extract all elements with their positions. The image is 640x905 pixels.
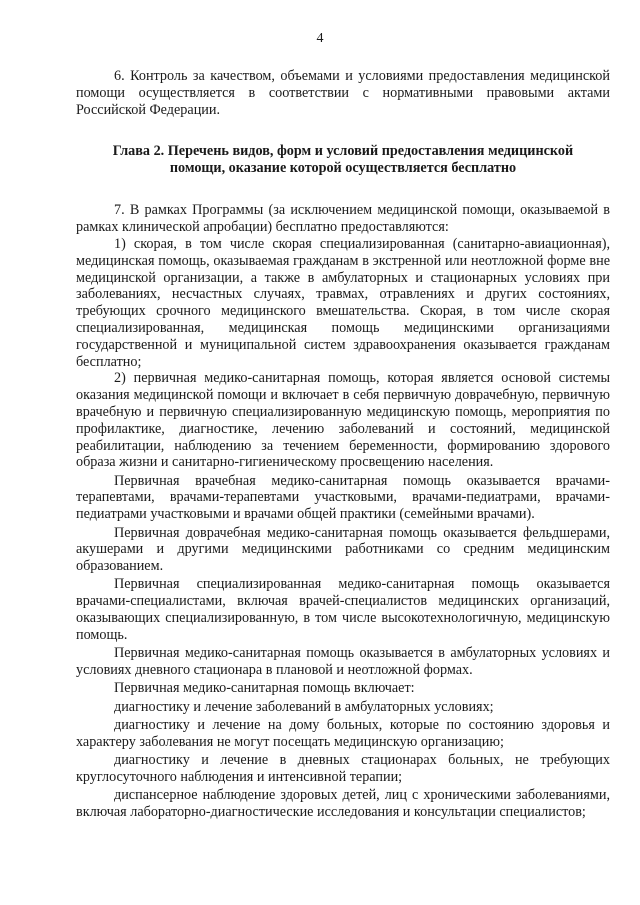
paragraph-primary-physician-care: Первичная врачебная медико-санитарная помощь оказывается врачами-терапевтами, врачами-терапевтами участковыми, врачами-педиатрами, врачами-педиатрами участковыми и врачами общей практики (семейными врачами).: [76, 472, 610, 523]
list-item-dispensary: диспансерное наблюдение здоровых детей, лиц с хроническими заболеваниями, включая лабораторно-диагностические исследования и консультации специалистов;: [76, 786, 610, 820]
paragraph-specialized-care: Первичная специализированная медико-санитарная помощь оказывается врачами-специалистами, включая врачей-специалистов медицинских организаций, оказывающих специализированную, в том числе высокотехнологичную, медицинскую помощь.: [76, 576, 610, 643]
list-item-day-hospital: диагностику и лечение в дневных стационарах больных, не требующих круглосуточного наблюдения и интенсивной терапии;: [76, 751, 610, 785]
paragraph-pre-physician-care: Первичная доврачебная медико-санитарная помощь оказывается фельдшерами, акушерами и другими медицинскими работниками со средним медицинским образованием.: [76, 524, 610, 575]
paragraph-care-includes: Первичная медико-санитарная помощь включает:: [114, 680, 415, 697]
document-body: [76, 68, 610, 821]
list-item-outpatient: диагностику и лечение заболеваний в амбулаторных условиях;: [114, 698, 494, 715]
paragraph-item-1: 1) скорая, в том числе скорая специализированная (санитарно-авиационная), медицинская помощь, оказываемая гражданам в экстренной или неотложной форме вне медицинской организации, а также в амбулаторных и стационарных условиях при заболеваниях, несчастных случаях, травмах, отравлениях и других состояниях, требующих срочного медицинского вмешательства. Скорая, в том числе скорая специализированная, медицинская помощь медицинскими организациями государственной и муниципальной систем здравоохранения оказывается гражданам бесплатно;: [76, 235, 610, 370]
paragraph-6: 6. Контроль за качеством, объемами и условиями предоставления медицинской помощи осуществляется в соответствии с нормативными правовыми актами Российской Федерации.: [76, 68, 610, 118]
chapter-heading: Глава 2. Перечень видов, форм и условий предоставления медицинской помощи, оказание которой осуществляется бесплатно: [112, 143, 574, 177]
paragraph-item-2: 2) первичная медико-санитарная помощь, которая является основой системы оказания медицинской помощи и включает в себя первичную доврачебную, первичную врачебную и первичную специализированную медицинскую помощь, мероприятия по профилактике, диагностике, лечению заболеваний и состояний, медицинской реабилитации, наблюдению за течением беременности, формированию здорового образа жизни и санитарно-гигиеническому просвещению населения.: [76, 370, 610, 471]
paragraph-care-conditions: Первичная медико-санитарная помощь оказывается в амбулаторных условиях и условиях дневного стационара в плановой и неотложной формах.: [76, 645, 610, 678]
page-number: 4: [316, 31, 324, 46]
paragraph-7: 7. В рамках Программы (за исключением медицинской помощи, оказываемой в рамках клинической апробации) бесплатно предоставляются:: [76, 202, 610, 236]
list-item-home-care: диагностику и лечение на дому больных, которые по состоянию здоровья и характеру заболевания не могут посещать медицинскую организацию;: [76, 716, 610, 750]
